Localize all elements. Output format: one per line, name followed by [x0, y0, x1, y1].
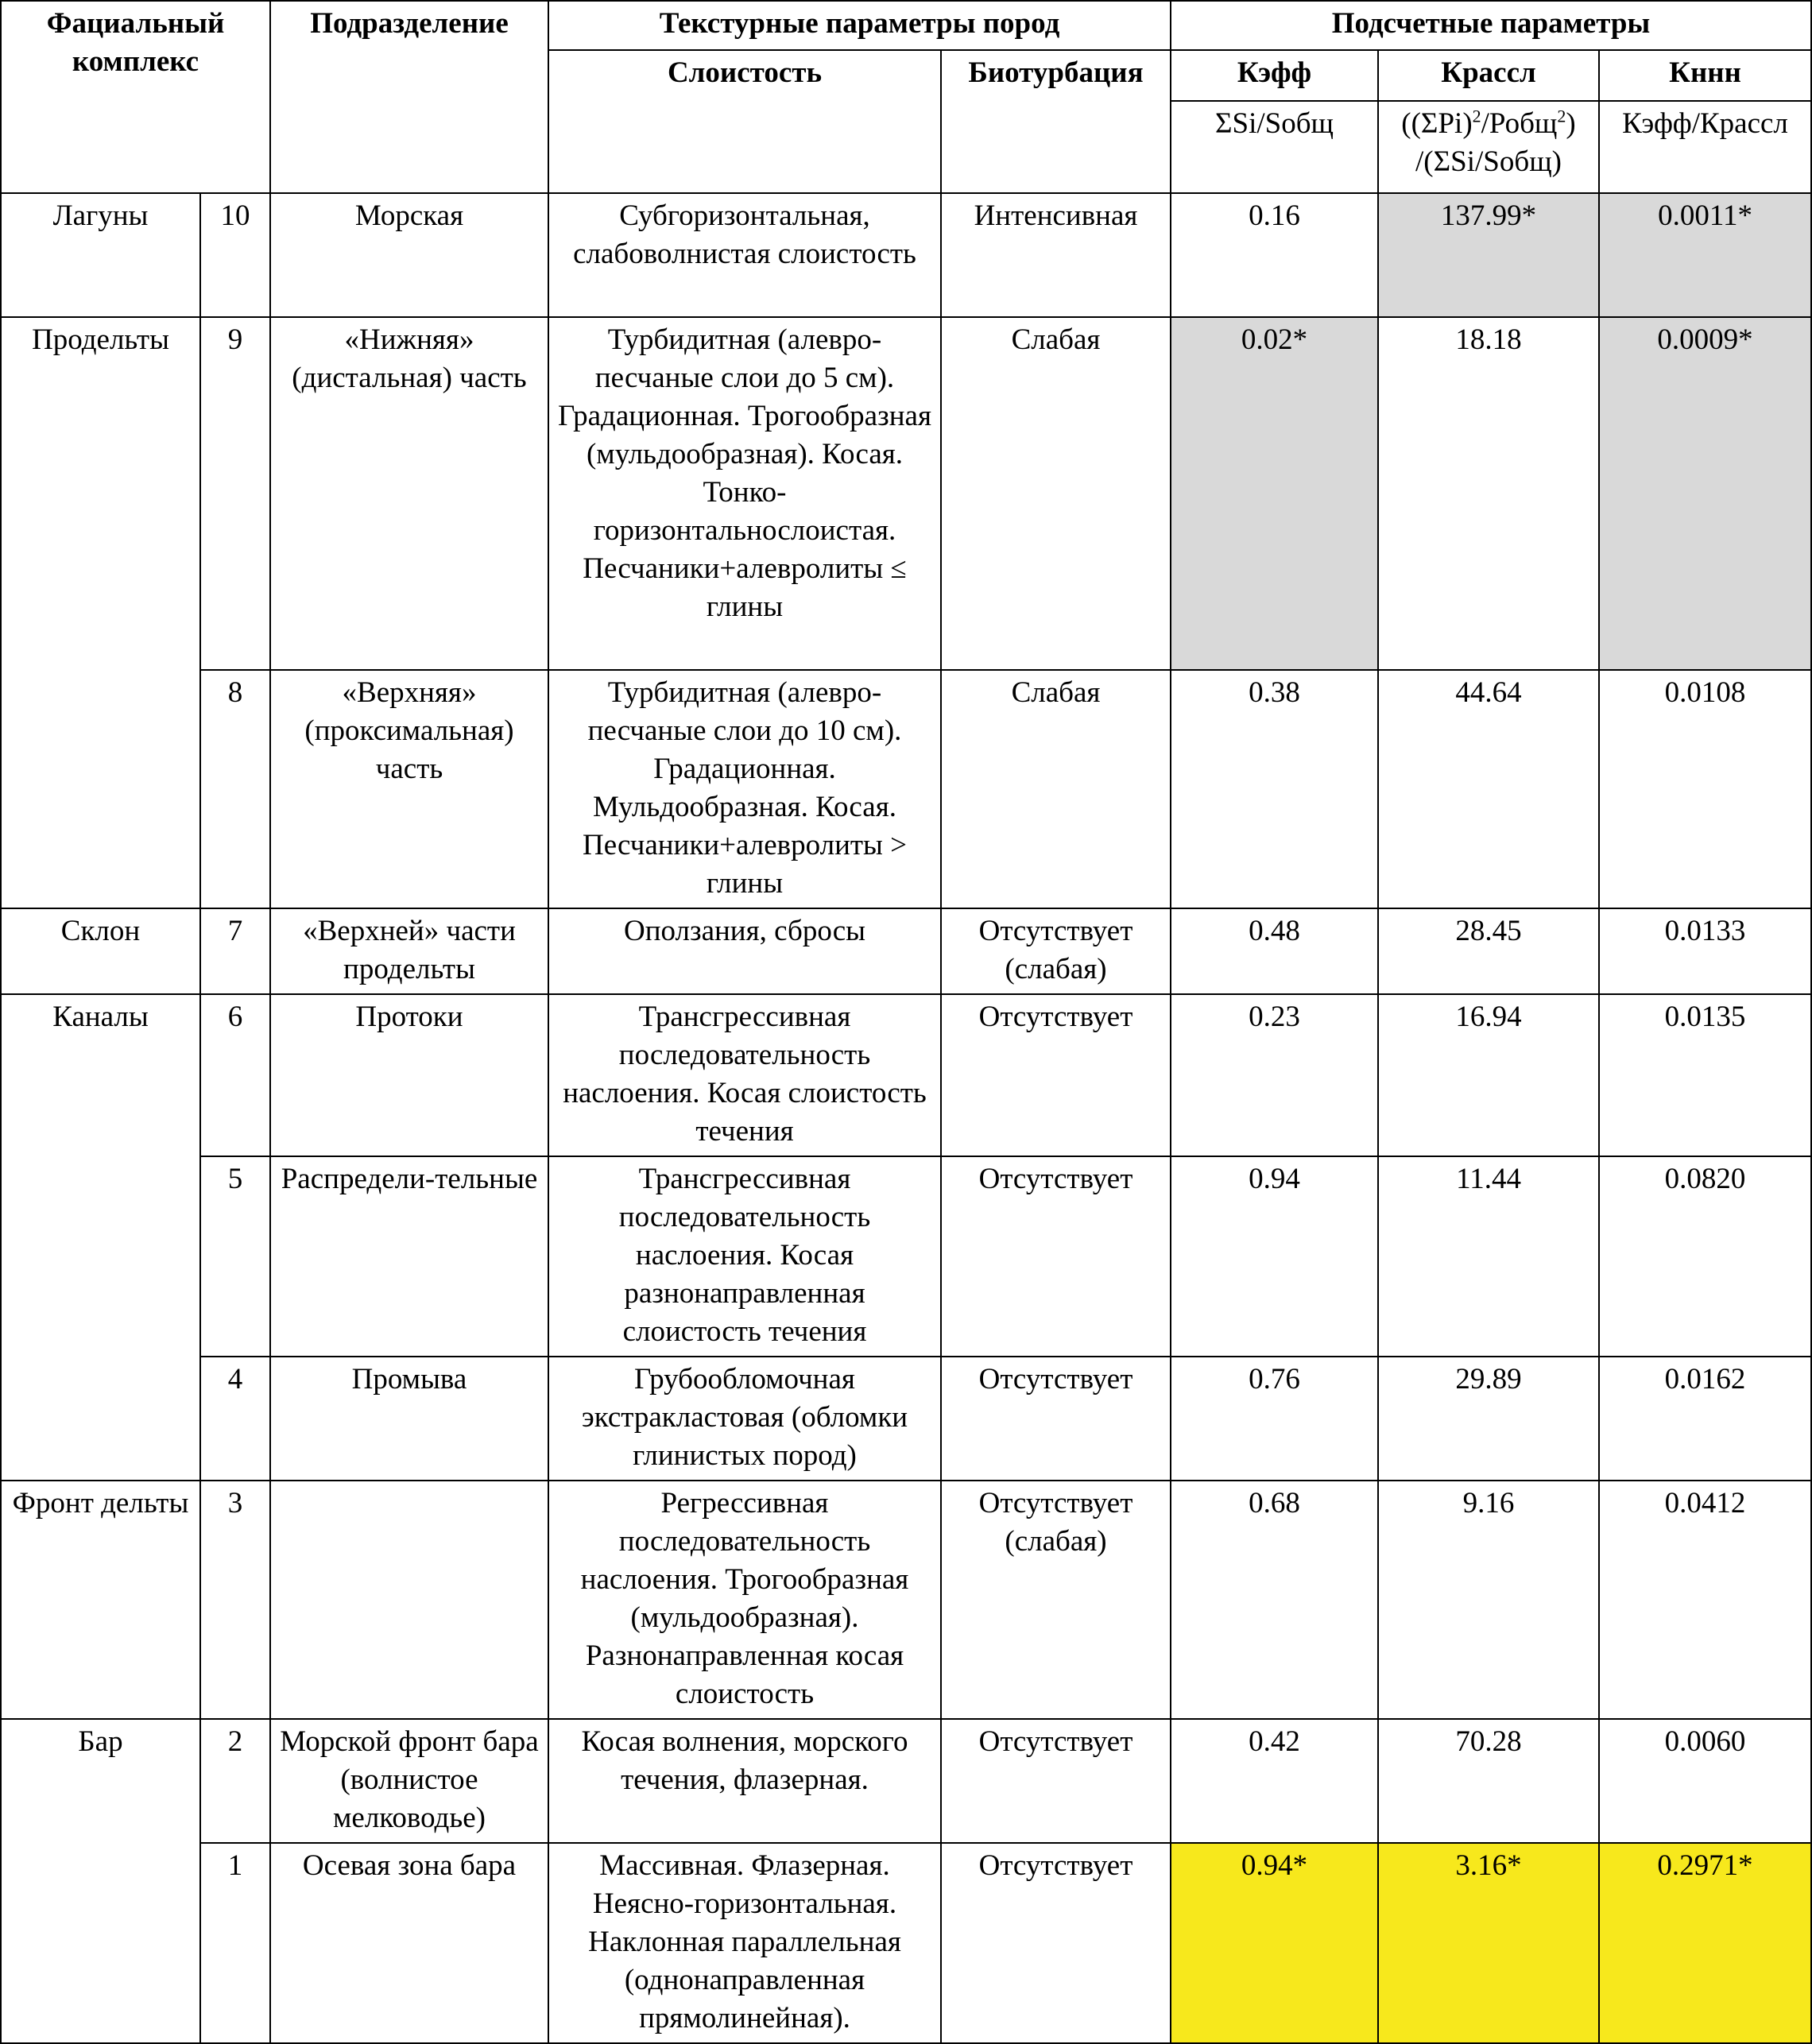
row-bioturbation: Отсутствует (слабая) [941, 1481, 1171, 1719]
row-subdivision: Морской фронт бара (волнистое мелководье) [270, 1719, 548, 1843]
row-knnn: 0.0009* [1599, 317, 1811, 670]
row-keff: 0.38 [1171, 670, 1378, 908]
row-bioturbation: Отсутствует [941, 1843, 1171, 2043]
header-knnn-formula: Кэфф/Крассл [1599, 101, 1811, 193]
row-krassl: 16.94 [1378, 994, 1599, 1156]
table-row [1, 1156, 1811, 1357]
group-channels: Каналы [1, 994, 200, 1481]
row-keff: 0.94* [1171, 1843, 1378, 2043]
krassl-formula-sup: 2 [1557, 106, 1566, 126]
group-slope: Склон [1, 908, 200, 994]
row-number: 3 [200, 1481, 270, 1719]
table-row [1, 994, 1811, 1156]
row-bioturbation: Интенсивная [941, 193, 1171, 317]
krassl-formula-part: ((ΣPi) [1401, 107, 1473, 140]
row-keff: 0.76 [1171, 1357, 1378, 1481]
row-subdivision: «Нижняя» (дистальная) часть [270, 317, 548, 670]
row-subdivision: «Верхней» части продельты [270, 908, 548, 994]
row-keff: 0.48 [1171, 908, 1378, 994]
row-number: 10 [200, 193, 270, 317]
header-layering: Слоистость [548, 50, 941, 193]
row-keff: 0.94 [1171, 1156, 1378, 1357]
header-keff: Кэфф [1171, 50, 1378, 101]
row-keff: 0.02* [1171, 317, 1378, 670]
header-krassl-formula [1378, 101, 1599, 193]
row-layering: Турбидитная (алевро-песчаные слои до 10 см). Градационная. Мульдообразная. Косая. Песчаники+алевролиты > глины [548, 670, 941, 908]
row-knnn: 0.0412 [1599, 1481, 1811, 1719]
row-number: 4 [200, 1357, 270, 1481]
row-krassl: 3.16* [1378, 1843, 1599, 2043]
row-krassl: 28.45 [1378, 908, 1599, 994]
table-row [1, 670, 1811, 908]
header-bioturbation: Биотурбация [941, 50, 1171, 193]
row-krassl: 11.44 [1378, 1156, 1599, 1357]
row-keff: 0.16 [1171, 193, 1378, 317]
table-row [1, 1357, 1811, 1481]
group-lagoons: Лагуны [1, 193, 200, 317]
row-layering: Косая волнения, морского течения, флазерная. [548, 1719, 941, 1843]
krassl-formula-part: /Робщ [1481, 107, 1558, 140]
table-row [1, 1719, 1811, 1843]
table-row [1, 1843, 1811, 2043]
row-keff: 0.42 [1171, 1719, 1378, 1843]
header-texture-params: Текстурные параметры пород [548, 1, 1171, 50]
row-layering: Трансгрессивная последовательность наслоения. Косая разнонаправленная слоистость течения [548, 1156, 941, 1357]
group-prodelta: Продельты [1, 317, 200, 908]
row-bioturbation: Отсутствует (слабая) [941, 908, 1171, 994]
row-layering: Трансгрессивная последовательность наслоения. Косая слоистость течения [548, 994, 941, 1156]
row-layering: Массивная. Флазерная. Неясно-горизонтальная. Наклонная параллельная (однонаправленная прямолинейная). [548, 1843, 941, 2043]
header-knnn: Кннн [1599, 50, 1811, 101]
table-row [1, 908, 1811, 994]
row-number: 1 [200, 1843, 270, 2043]
row-knnn: 0.0060 [1599, 1719, 1811, 1843]
row-number: 6 [200, 994, 270, 1156]
krassl-formula-sup: 2 [1472, 106, 1481, 126]
row-number: 7 [200, 908, 270, 994]
row-layering: Грубообломочная экстракластовая (обломки глинистых пород) [548, 1357, 941, 1481]
row-number: 8 [200, 670, 270, 908]
header-krassl: Крассл [1378, 50, 1599, 101]
row-number: 5 [200, 1156, 270, 1357]
table-row [1, 317, 1811, 670]
row-subdivision: Протоки [270, 994, 548, 1156]
row-number: 9 [200, 317, 270, 670]
row-krassl: 70.28 [1378, 1719, 1599, 1843]
row-keff: 0.23 [1171, 994, 1378, 1156]
row-knnn: 0.0820 [1599, 1156, 1811, 1357]
header-facial-complex: Фациальный комплекс [1, 1, 270, 193]
row-krassl: 137.99* [1378, 193, 1599, 317]
row-knnn: 0.0011* [1599, 193, 1811, 317]
table-row [1, 1481, 1811, 1719]
krassl-formula-part: ) [1566, 107, 1576, 140]
header-calc-params: Подсчетные параметры [1171, 1, 1811, 50]
krassl-formula-part: /(ΣSi/Sобщ) [1415, 145, 1562, 178]
row-subdivision: Промыва [270, 1357, 548, 1481]
row-layering: Субгоризонтальная, слабоволнистая слоистость [548, 193, 941, 317]
row-subdivision: «Верхняя» (проксимальная) часть [270, 670, 548, 908]
row-krassl: 44.64 [1378, 670, 1599, 908]
row-bioturbation: Отсутствует [941, 1719, 1171, 1843]
row-knnn: 0.2971* [1599, 1843, 1811, 2043]
row-krassl: 29.89 [1378, 1357, 1599, 1481]
row-layering: Оползания, сбросы [548, 908, 941, 994]
table-row [1, 193, 1811, 317]
row-bioturbation: Отсутствует [941, 994, 1171, 1156]
row-knnn: 0.0133 [1599, 908, 1811, 994]
row-number: 2 [200, 1719, 270, 1843]
row-layering: Регрессивная последовательность наслоения. Трогообразная (мульдообразная). Разнонаправленная косая слоистость [548, 1481, 941, 1719]
row-knnn: 0.0135 [1599, 994, 1811, 1156]
row-subdivision: Распредели-тельные [270, 1156, 548, 1357]
row-krassl: 9.16 [1378, 1481, 1599, 1719]
header-row-1 [1, 1, 1811, 50]
row-subdivision: Морская [270, 193, 548, 317]
row-layering: Турбидитная (алевро-песчаные слои до 5 см). Градационная. Трогообразная (мульдообразная). Косая. Тонко-горизонтальнослоистая. Песчаники+алевролиты ≤ глины [548, 317, 941, 670]
row-krassl: 18.18 [1378, 317, 1599, 670]
row-keff: 0.68 [1171, 1481, 1378, 1719]
row-knnn: 0.0108 [1599, 670, 1811, 908]
row-knnn: 0.0162 [1599, 1357, 1811, 1481]
header-subdivision: Подразделение [270, 1, 548, 193]
row-subdivision [270, 1481, 548, 1719]
row-bioturbation: Слабая [941, 670, 1171, 908]
row-bioturbation: Отсутствует [941, 1357, 1171, 1481]
row-bioturbation: Отсутствует [941, 1156, 1171, 1357]
group-bar: Бар [1, 1719, 200, 2043]
row-bioturbation: Слабая [941, 317, 1171, 670]
row-subdivision: Осевая зона бара [270, 1843, 548, 2043]
group-delta-front: Фронт дельты [1, 1481, 200, 1719]
header-keff-formula: ΣSi/Sобщ [1171, 101, 1378, 193]
